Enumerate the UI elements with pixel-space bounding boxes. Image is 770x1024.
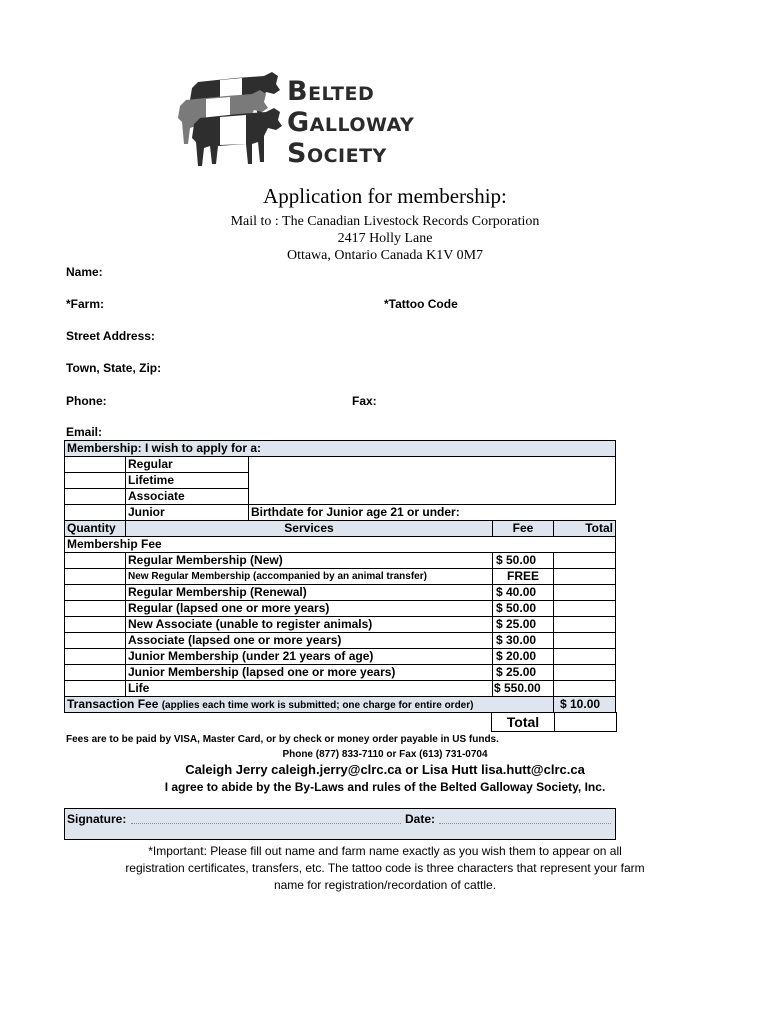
- row-total-input[interactable]: [553, 600, 616, 617]
- service-label: Regular (lapsed one or more years): [125, 600, 493, 617]
- cattle-logo-icon: [176, 70, 284, 170]
- fee-column-header: Fee: [492, 520, 554, 537]
- fee-value: $ 550.00: [492, 680, 554, 697]
- row-total-input[interactable]: [553, 664, 616, 681]
- date-line[interactable]: [439, 823, 611, 824]
- total-label: Total: [492, 713, 555, 731]
- society-name-line2: Galloway: [287, 107, 415, 138]
- row-total-input[interactable]: [553, 680, 616, 697]
- row-total-input[interactable]: [553, 568, 616, 585]
- society-name-line1: Belted: [287, 76, 375, 107]
- service-label: Junior Membership (under 21 years of age): [125, 648, 493, 665]
- important-line1: *Important: Please fill out name and farm name exactly as you wish them to appear on all: [148, 844, 622, 858]
- quantity-input[interactable]: [64, 552, 126, 569]
- row-total-input[interactable]: [553, 616, 616, 633]
- row-total-input[interactable]: [553, 552, 616, 569]
- phone-label: Phone:: [66, 394, 107, 408]
- farm-label: *Farm:: [66, 297, 105, 311]
- junior-birthdate-label: Birthdate for Junior age 21 or under:: [251, 505, 460, 519]
- fee-value: $ 25.00: [492, 664, 554, 681]
- service-label: Associate (lapsed one or more years): [125, 632, 493, 649]
- phone-fax-note: Phone (877) 833-7110 or Fax (613) 731-0704: [282, 749, 488, 760]
- option-associate-label: Associate: [125, 488, 249, 505]
- membership-fee-section: Membership Fee: [64, 536, 616, 553]
- service-label: Life: [125, 680, 493, 697]
- important-line2: registration certificates, transfers, etc. The tattoo code is three characters that represent your farm: [125, 861, 645, 875]
- fee-value: $ 40.00: [492, 584, 554, 601]
- quantity-input[interactable]: [64, 632, 126, 649]
- option-junior-label: Junior: [125, 504, 249, 521]
- service-label: Regular Membership (Renewal): [125, 584, 493, 601]
- notes-box[interactable]: [248, 456, 616, 505]
- transaction-fee-label: Transaction Fee: [67, 697, 159, 711]
- membership-fee-table: [64, 440, 616, 716]
- town-state-zip-label: Town, State, Zip:: [66, 361, 162, 375]
- row-total-input[interactable]: [553, 584, 616, 601]
- mail-to-line: Mail to : The Canadian Livestock Records Corporation: [230, 214, 540, 229]
- option-junior-checkbox[interactable]: [64, 504, 126, 521]
- quantity-column-header: Quantity: [64, 520, 126, 537]
- junior-birthdate-field[interactable]: [248, 504, 616, 521]
- service-label: Regular Membership (New): [125, 552, 493, 569]
- service-label: New Regular Membership (accompanied by an animal transfer): [125, 568, 493, 585]
- option-regular-checkbox[interactable]: [64, 456, 126, 473]
- form-title: Application for membership:: [263, 184, 507, 208]
- payment-methods-note: Fees are to be paid by VISA, Master Card, or by check or money order payable in US funds.: [66, 734, 499, 745]
- transaction-fee-row: [64, 696, 554, 713]
- fee-value: FREE: [492, 568, 554, 585]
- row-total-input[interactable]: [553, 648, 616, 665]
- signature-line[interactable]: [131, 823, 401, 824]
- quantity-input[interactable]: [64, 680, 126, 697]
- quantity-input[interactable]: [64, 616, 126, 633]
- name-label: Name:: [66, 265, 103, 279]
- fee-value: $ 30.00: [492, 632, 554, 649]
- important-line3: name for registration/recordation of cattle.: [273, 878, 497, 892]
- fee-value: $ 20.00: [492, 648, 554, 665]
- option-lifetime-checkbox[interactable]: [64, 472, 126, 489]
- services-column-header: Services: [125, 520, 493, 537]
- quantity-input[interactable]: [64, 568, 126, 585]
- transaction-fee-total: $ 10.00: [553, 696, 616, 713]
- fax-label: Fax:: [352, 394, 377, 408]
- fee-value: $ 50.00: [492, 552, 554, 569]
- quantity-input[interactable]: [64, 664, 126, 681]
- email-label: Email:: [66, 425, 103, 439]
- grand-total-box: [491, 712, 617, 732]
- grand-total-input[interactable]: [554, 713, 616, 731]
- signature-label: Signature:: [67, 812, 127, 826]
- option-regular-label: Regular: [125, 456, 249, 473]
- option-associate-checkbox[interactable]: [64, 488, 126, 505]
- fee-value: $ 25.00: [492, 616, 554, 633]
- signature-box: [64, 808, 616, 840]
- contact-emails: Caleigh Jerry caleigh.jerry@clrc.ca or Lisa Hutt lisa.hutt@clrc.ca: [185, 762, 585, 777]
- quantity-input[interactable]: [64, 584, 126, 601]
- quantity-input[interactable]: [64, 600, 126, 617]
- mail-street-line: 2417 Holly Lane: [337, 231, 433, 246]
- transaction-fee-note: (applies each time work is submitted; one charge for entire order): [161, 700, 474, 711]
- row-total-input[interactable]: [553, 632, 616, 649]
- society-name-line3: Society: [287, 138, 387, 169]
- quantity-input[interactable]: [64, 648, 126, 665]
- important-note: [60, 843, 710, 894]
- date-label: Date:: [405, 812, 436, 826]
- society-name: [287, 76, 414, 169]
- service-label: New Associate (unable to register animals): [125, 616, 493, 633]
- fee-value: $ 50.00: [492, 600, 554, 617]
- street-address-label: Street Address:: [66, 329, 155, 343]
- tattoo-code-label: *Tattoo Code: [384, 297, 458, 311]
- option-lifetime-label: Lifetime: [125, 472, 249, 489]
- service-label: Junior Membership (lapsed one or more years): [125, 664, 493, 681]
- total-column-header: Total: [553, 520, 616, 537]
- bylaws-agreement: I agree to abide by the By-Laws and rules of the Belted Galloway Society, Inc.: [164, 780, 606, 794]
- membership-heading: Membership: I wish to apply for a:: [64, 440, 616, 457]
- mail-city-line: Ottawa, Ontario Canada K1V 0M7: [286, 248, 484, 263]
